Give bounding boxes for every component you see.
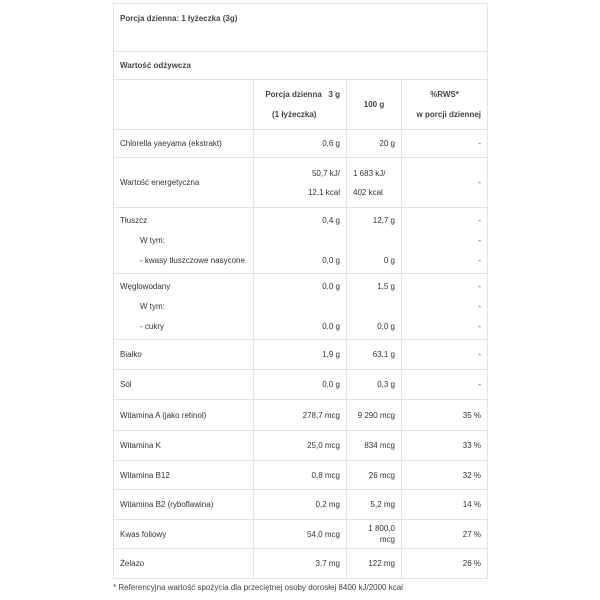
carbs-sub-rws: - <box>478 302 481 311</box>
value-per-100g: 63,1 g <box>347 340 402 370</box>
value-per-100g: 122 mg <box>347 549 402 579</box>
section-title: Wartość odżywcza <box>114 52 488 80</box>
nutrient-name: Witamina B2 (ryboflawina) <box>114 490 254 520</box>
nutrient-name: Białko <box>114 340 254 370</box>
header-rws-line2: w porcji dziennej <box>416 110 481 119</box>
value-rws: - <box>402 158 488 208</box>
value-per-serving <box>254 208 347 274</box>
value-per-serving: 278,7 mcg <box>254 400 347 431</box>
table-row <box>114 274 488 340</box>
fat-serving: 0,4 g <box>322 216 340 225</box>
nutrient-name: Węglowodany <box>120 282 171 291</box>
sub-item: - cukry <box>140 322 164 331</box>
fat-sub-rws: - <box>478 236 481 245</box>
header-rws <box>402 80 488 130</box>
fat-name-cell <box>114 208 254 274</box>
header-empty-cell <box>114 80 254 130</box>
value-per-serving: 0,2 mg <box>254 490 347 520</box>
energy-per100-kj: 1 683 kJ/ <box>353 168 386 178</box>
carbs-name-cell <box>114 274 254 340</box>
header-row <box>114 80 488 130</box>
sugar-per100: 0,0 g <box>377 322 395 331</box>
table-row <box>114 490 488 520</box>
sat-rws: - <box>478 256 481 265</box>
energy-serving-kj: 50,7 kJ/ <box>311 168 340 178</box>
value-rws: 26 % <box>402 549 488 579</box>
nutrient-name: Witamina B12 <box>114 461 254 490</box>
value-per-serving <box>254 158 347 208</box>
value-per-100g: 0,3 g <box>347 370 402 400</box>
nutrient-name: Żelazo <box>114 549 254 579</box>
sugar-rws: - <box>478 322 481 331</box>
table-row <box>114 461 488 490</box>
table-row <box>114 520 488 549</box>
value-per-100g: 9 290 mcg <box>347 400 402 431</box>
header-per-100g: 100 g <box>347 80 402 130</box>
nutrition-table <box>113 3 488 579</box>
value-rws: 32 % <box>402 461 488 490</box>
fat-per100: 12,7 g <box>372 216 395 225</box>
value-per-100g: 26 mcg <box>347 461 402 490</box>
table-row <box>114 431 488 461</box>
sugar-serving: 0,0 g <box>322 322 340 331</box>
nutrient-name: Sól <box>114 370 254 400</box>
value-per-100g <box>347 274 402 340</box>
value-rws: - <box>402 370 488 400</box>
header-per-serving-line1: Porcja dzienna 3 g <box>265 90 340 99</box>
header-per-serving <box>254 80 347 130</box>
value-rws <box>402 274 488 340</box>
value-rws: 14 % <box>402 490 488 520</box>
energy-serving-kcal: 12,1 kcal <box>307 187 340 197</box>
value-per-100g <box>347 208 402 274</box>
carbs-serving: 0,0 g <box>322 282 340 291</box>
header-rws-line1: %RWS* <box>430 90 459 99</box>
table-row <box>114 158 488 208</box>
value-rws: 33 % <box>402 431 488 461</box>
serving-line: Porcja dzienna: 1 łyżeczka (3g) <box>114 4 488 52</box>
table-row <box>114 370 488 400</box>
energy-per100-kcal: 402 kcal <box>353 187 383 197</box>
nutrient-name: Witamina K <box>114 431 254 461</box>
nutrient-name: Tłuszcz <box>120 216 148 225</box>
sat-serving: 0,0 g <box>322 256 340 265</box>
serving-row <box>114 4 488 52</box>
fat-rws: - <box>478 216 481 225</box>
nutrient-name: Kwas foliowy <box>114 520 254 549</box>
value-per-100g: 20 g <box>347 130 402 158</box>
value-rws: 27 % <box>402 520 488 549</box>
header-per-serving-line2: (1 łyżeczka) <box>272 110 317 119</box>
footnote: * Referencyjna wartość spożycia dla przeciętnej osoby dorosłej 8400 kJ/2000 kcal <box>113 583 403 592</box>
value-rws: - <box>402 130 488 158</box>
value-per-serving: 0,6 g <box>254 130 347 158</box>
table-row <box>114 130 488 158</box>
value-per-serving: 0,0 g <box>254 370 347 400</box>
value-per-serving <box>254 274 347 340</box>
nutrient-name: Wartość energetyczna <box>114 158 254 208</box>
value-rws: - <box>402 340 488 370</box>
value-per-100g: 1 800,0 mcg <box>347 520 402 549</box>
sub-item: - kwasy tłuszczowe nasycone <box>140 256 245 265</box>
sub-label: W tym: <box>140 236 165 245</box>
carbs-rws: - <box>478 282 481 291</box>
value-per-serving: 0,8 mcg <box>254 461 347 490</box>
value-per-serving: 54,0 mcg <box>254 520 347 549</box>
sat-per100: 0 g <box>383 256 395 265</box>
value-per-serving: 25,0 mcg <box>254 431 347 461</box>
value-per-100g: 834 mcg <box>347 431 402 461</box>
nutrient-name: Witamina A (jako retinol) <box>114 400 254 431</box>
table-row <box>114 549 488 579</box>
table-row <box>114 400 488 431</box>
table-row <box>114 208 488 274</box>
value-per-100g <box>347 158 402 208</box>
value-rws: 35 % <box>402 400 488 431</box>
sub-label: W tym: <box>140 302 165 311</box>
table-row <box>114 340 488 370</box>
value-per-serving: 1,9 g <box>254 340 347 370</box>
value-per-serving: 3,7 mg <box>254 549 347 579</box>
carbs-per100: 1,5 g <box>377 282 395 291</box>
section-row <box>114 52 488 80</box>
nutrient-name: Chlorella yaeyama (ekstrakt) <box>114 130 254 158</box>
value-per-100g: 5,2 mg <box>347 490 402 520</box>
value-rws <box>402 208 488 274</box>
